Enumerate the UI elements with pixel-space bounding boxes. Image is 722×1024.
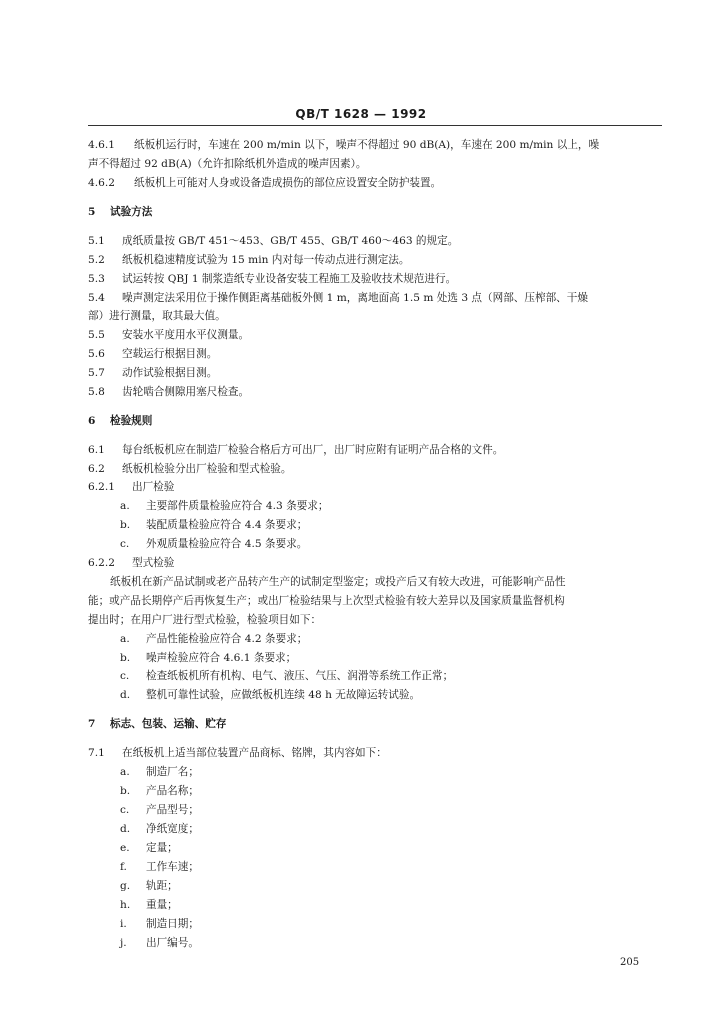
list-item bbox=[120, 935, 700, 951]
item-letter: c. bbox=[120, 538, 130, 550]
clause-text: 纸板机检验分出厂检验和型式检验。 bbox=[122, 463, 292, 475]
item-text: 检查纸板机所有机构、电气、液压、气压、润滑等系统工作正常； bbox=[146, 670, 454, 682]
clause-number: 5.3 bbox=[88, 273, 105, 285]
list-item bbox=[120, 821, 700, 837]
list-item bbox=[120, 897, 700, 913]
clause-title: 出厂检验 bbox=[132, 481, 175, 493]
list-item bbox=[120, 687, 700, 703]
clause-5-4-line2: 部）进行测量，取其最大值。 bbox=[88, 310, 226, 322]
item-letter: i. bbox=[120, 918, 127, 930]
clause-number: 4.6.1 bbox=[88, 139, 115, 151]
section-number: 7 bbox=[88, 718, 96, 730]
clause-number: 5.6 bbox=[88, 348, 105, 360]
list-item bbox=[120, 650, 700, 666]
list-item bbox=[120, 536, 700, 552]
clause-text: 在纸板机上适当部位装置产品商标、铭牌，其内容如下： bbox=[122, 747, 387, 759]
item-letter: g. bbox=[120, 880, 131, 892]
clause-number: 6.2.2 bbox=[88, 557, 115, 569]
item-letter: b. bbox=[120, 785, 131, 797]
section-title: 试验方法 bbox=[110, 206, 153, 218]
item-text: 噪声检验应符合 4.6.1 条要求； bbox=[146, 652, 297, 664]
item-letter: j. bbox=[120, 937, 127, 949]
item-text: 工作车速； bbox=[146, 861, 199, 873]
item-letter: f. bbox=[120, 861, 127, 873]
item-letter: d. bbox=[120, 823, 131, 835]
item-letter: a. bbox=[120, 633, 130, 645]
list-item bbox=[120, 840, 700, 856]
clause-number: 5.7 bbox=[88, 367, 105, 379]
item-letter: d. bbox=[120, 689, 131, 701]
list-item bbox=[120, 668, 700, 684]
clause-6-2-2 bbox=[88, 555, 668, 571]
list-item bbox=[120, 498, 700, 514]
clause-title: 型式检验 bbox=[132, 557, 175, 569]
clause-5-2 bbox=[88, 252, 668, 268]
item-text: 定量； bbox=[146, 842, 178, 854]
clause-4-6-1-line1 bbox=[88, 137, 668, 153]
clause-number: 6.1 bbox=[88, 444, 105, 456]
clause-text: 成纸质量按 GB/T 451～453、GB/T 455、GB/T 460～463 的规定。 bbox=[122, 235, 459, 247]
clause-number: 5.1 bbox=[88, 235, 105, 247]
section-7-heading bbox=[88, 716, 668, 732]
item-text: 出厂编号。 bbox=[146, 937, 199, 949]
list-item bbox=[120, 631, 700, 647]
paragraph-line: 能；或产品长期停产后再恢复生产；或出厂检验结果与上次型式检验有较大差异以及国家质量监督机构 bbox=[88, 595, 565, 607]
clause-5-7 bbox=[88, 365, 668, 381]
item-text: 外观质量检验应符合 4.5 条要求。 bbox=[146, 538, 308, 550]
item-text: 制造厂名； bbox=[146, 766, 199, 778]
item-letter: h. bbox=[120, 899, 131, 911]
item-letter: b. bbox=[120, 652, 131, 664]
item-text: 主要部件质量检验应符合 4.3 条要求； bbox=[146, 500, 329, 512]
clause-text: 安装水平度用水平仪测量。 bbox=[122, 329, 250, 341]
list-item bbox=[120, 878, 700, 894]
item-letter: a. bbox=[120, 500, 130, 512]
clause-4-6-1-line2: 声不得超过 92 dB(A)（允许扣除纸机外造成的噪声因素）。 bbox=[88, 158, 367, 170]
clause-text: 噪声测定法采用位于操作侧距离基础板外侧 1 m，离地面高 1.5 m 处选 3 点（网部、压榨部、干燥 bbox=[122, 292, 588, 304]
clause-number: 6.2.1 bbox=[88, 481, 115, 493]
item-text: 净纸宽度； bbox=[146, 823, 199, 835]
list-item bbox=[120, 517, 700, 533]
clause-4-6-2 bbox=[88, 175, 668, 191]
clause-text: 纸板机上可能对人身或设备造成损伤的部位应设置安全防护装置。 bbox=[134, 177, 442, 189]
clause-text: 试运转按 QBJ 1 制浆造纸专业设备安装工程施工及验收技术规范进行。 bbox=[122, 273, 457, 285]
clause-text: 纸板机稳速精度试验为 15 min 内对每一传动点进行测定法。 bbox=[122, 254, 410, 266]
item-text: 产品名称； bbox=[146, 785, 199, 797]
list-item bbox=[120, 764, 700, 780]
page-number: 205 bbox=[620, 957, 640, 968]
clause-number: 7.1 bbox=[88, 747, 105, 759]
list-item bbox=[120, 916, 700, 932]
clause-text: 每台纸板机应在制造厂检验合格后方可出厂，出厂时应附有证明产品合格的文件。 bbox=[122, 444, 504, 456]
section-title: 检验规则 bbox=[110, 415, 153, 427]
item-text: 产品性能检验应符合 4.2 条要求； bbox=[146, 633, 308, 645]
clause-number: 4.6.2 bbox=[88, 177, 115, 189]
section-title: 标志、包装、运输、贮存 bbox=[110, 718, 227, 730]
clause-text: 纸板机运行时，车速在 200 m/min 以下，噪声不得超过 90 dB(A)，车速在 200 m/min 以上，噪 bbox=[134, 139, 600, 151]
clause-number: 5.5 bbox=[88, 329, 105, 341]
clause-text: 空载运行根据目测。 bbox=[122, 348, 218, 360]
clause-5-6 bbox=[88, 346, 668, 362]
item-letter: b. bbox=[120, 519, 131, 531]
item-letter: a. bbox=[120, 766, 130, 778]
clause-6-1 bbox=[88, 442, 668, 458]
clause-number: 5.4 bbox=[88, 292, 105, 304]
clause-5-3 bbox=[88, 271, 668, 287]
section-number: 5 bbox=[88, 206, 96, 218]
clause-text: 动作试验根据目测。 bbox=[122, 367, 218, 379]
list-item bbox=[120, 859, 700, 875]
section-number: 6 bbox=[88, 415, 96, 427]
clause-number: 6.2 bbox=[88, 463, 105, 475]
page-header-title: QB/T 1628 — 1992 bbox=[295, 107, 427, 121]
clause-5-5 bbox=[88, 327, 668, 343]
clause-5-8 bbox=[88, 384, 668, 400]
paragraph-line: 纸板机在新产品试制或老产品转产生产的试制定型鉴定；或投产后又有较大改进，可能影响产品性 bbox=[110, 576, 566, 588]
item-text: 轨距； bbox=[146, 880, 178, 892]
section-6-heading bbox=[88, 413, 668, 429]
header-rule bbox=[88, 125, 662, 126]
list-item bbox=[120, 783, 700, 799]
clause-text: 齿轮啮合侧隙用塞尺检查。 bbox=[122, 386, 250, 398]
clause-number: 5.2 bbox=[88, 254, 105, 266]
clause-5-4-line1 bbox=[88, 290, 668, 306]
clause-5-1 bbox=[88, 233, 668, 249]
item-text: 装配质量检验应符合 4.4 条要求； bbox=[146, 519, 308, 531]
item-text: 整机可靠性试验，应做纸板机连续 48 h 无故障运转试验。 bbox=[146, 689, 421, 701]
item-text: 重量； bbox=[146, 899, 178, 911]
item-letter: e. bbox=[120, 842, 130, 854]
item-text: 产品型号； bbox=[146, 804, 199, 816]
item-letter: c. bbox=[120, 804, 130, 816]
clause-7-1 bbox=[88, 745, 668, 761]
paragraph-line: 提出时；在用户厂进行型式检验，检验项目如下： bbox=[88, 614, 322, 626]
item-text: 制造日期； bbox=[146, 918, 199, 930]
clause-number: 5.8 bbox=[88, 386, 105, 398]
item-letter: c. bbox=[120, 670, 130, 682]
clause-6-2-1 bbox=[88, 479, 668, 495]
list-item bbox=[120, 802, 700, 818]
clause-6-2 bbox=[88, 461, 668, 477]
section-5-heading bbox=[88, 204, 668, 220]
